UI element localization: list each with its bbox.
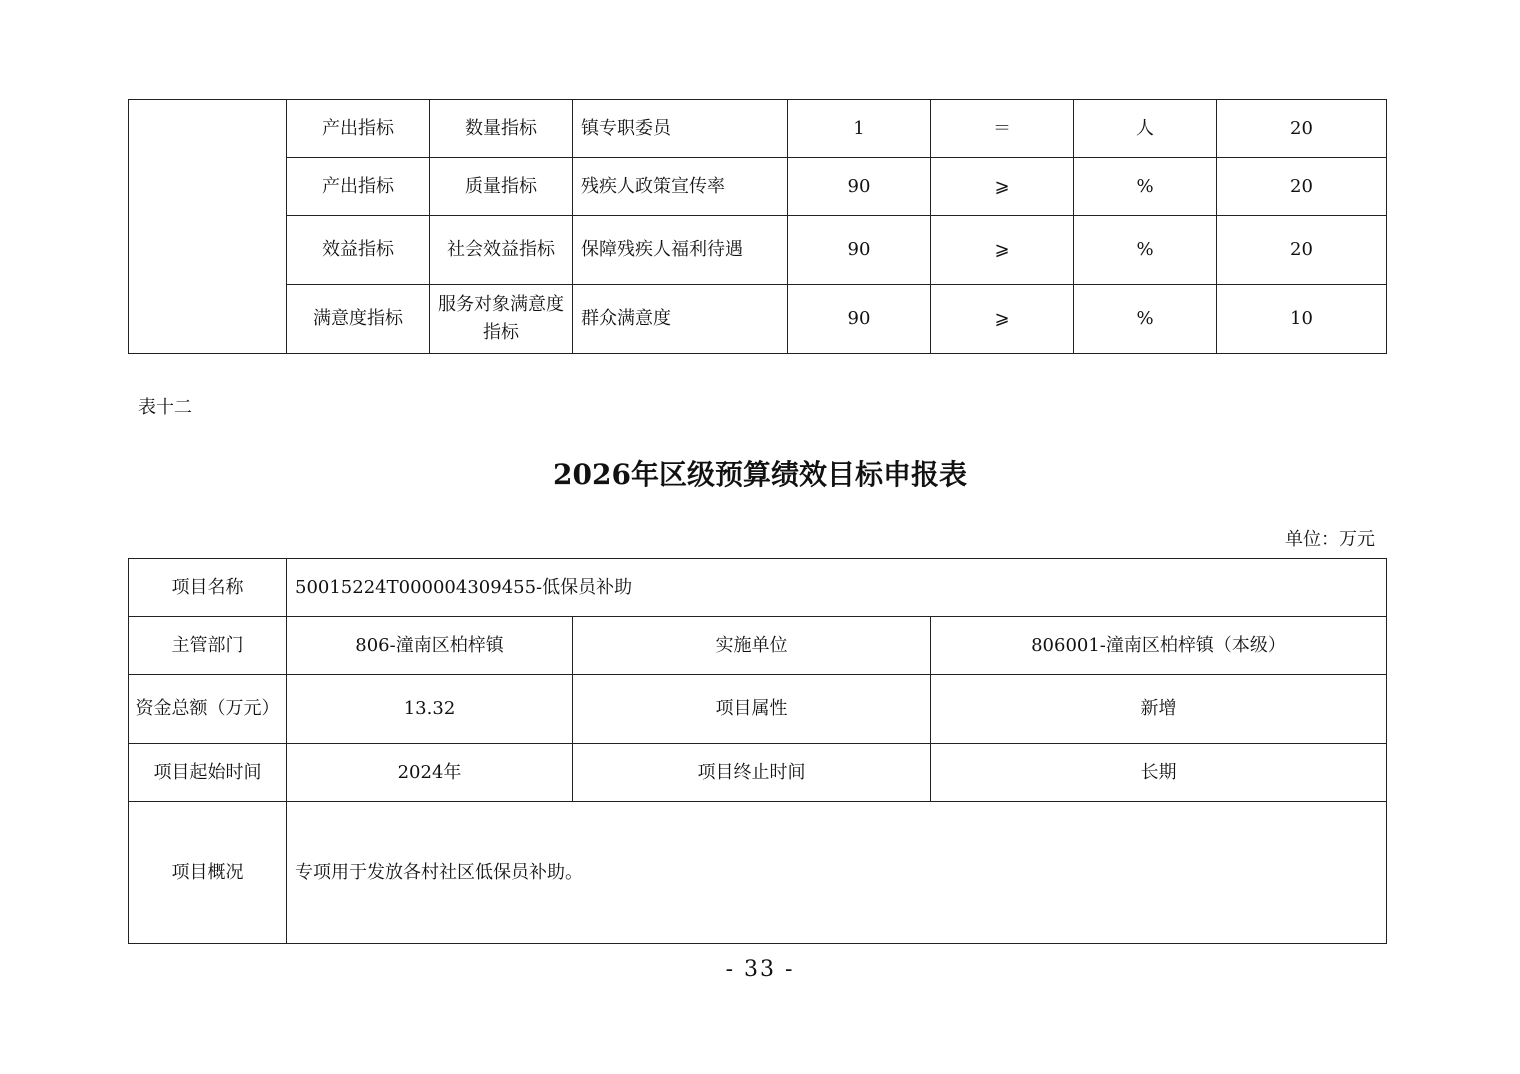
level2-indicator: 服务对象满意度指标: [430, 285, 573, 354]
indicator-unit: %: [1074, 216, 1217, 285]
start-time-label: 项目起始时间: [129, 744, 287, 802]
unit-label: 单位：万元: [1285, 529, 1375, 550]
department-label: 主管部门: [129, 617, 287, 675]
end-time-value: 长期: [931, 744, 1387, 802]
indicator-weight: 20: [1217, 100, 1387, 158]
indicator-value: 90: [788, 285, 931, 354]
project-name-label: 项目名称: [129, 559, 287, 617]
document-title: 2026年区级预算绩效目标申报表: [553, 458, 967, 491]
indicator-unit: %: [1074, 285, 1217, 354]
level2-indicator: 社会效益指标: [430, 216, 573, 285]
project-overview-value: 专项用于发放各村社区低保员补助。: [287, 802, 1387, 944]
indicator-value: 1: [788, 100, 931, 158]
indicator-operator: ⩾: [931, 158, 1074, 216]
end-time-label: 项目终止时间: [573, 744, 931, 802]
indicator-unit: %: [1074, 158, 1217, 216]
table-row: [129, 744, 1387, 802]
project-info-table: [128, 558, 1387, 944]
project-name-value: 50015224T000004309455-低保员补助: [287, 559, 1387, 617]
level3-indicator: 残疾人政策宣传率: [573, 158, 788, 216]
merged-blank-cell: [129, 100, 287, 354]
table-row: [129, 216, 1387, 285]
table-number-label: 表十二: [138, 397, 192, 418]
performance-indicator-table: [128, 99, 1387, 354]
level3-indicator: 群众满意度: [573, 285, 788, 354]
table-row: [129, 100, 1387, 158]
indicator-weight: 10: [1217, 285, 1387, 354]
implementing-unit-value: 806001-潼南区柏梓镇（本级）: [931, 617, 1387, 675]
indicator-value: 90: [788, 216, 931, 285]
table-row: [129, 802, 1387, 944]
indicator-value: 90: [788, 158, 931, 216]
level1-indicator: 效益指标: [287, 216, 430, 285]
indicator-operator: ＝: [931, 100, 1074, 158]
level2-indicator: 质量指标: [430, 158, 573, 216]
indicator-weight: 20: [1217, 158, 1387, 216]
total-fund-value: 13.32: [287, 675, 573, 744]
implementing-unit-label: 实施单位: [573, 617, 931, 675]
level3-indicator: 镇专职委员: [573, 100, 788, 158]
page-number: - 33 -: [725, 957, 795, 982]
indicator-operator: ⩾: [931, 216, 1074, 285]
total-fund-label: 资金总额（万元）: [129, 675, 287, 744]
level3-indicator: 保障残疾人福利待遇: [573, 216, 788, 285]
table-row: [129, 285, 1387, 354]
table-row: [129, 617, 1387, 675]
indicator-weight: 20: [1217, 216, 1387, 285]
project-attribute-label: 项目属性: [573, 675, 931, 744]
level2-indicator: 数量指标: [430, 100, 573, 158]
start-time-value: 2024年: [287, 744, 573, 802]
level1-indicator: 产出指标: [287, 100, 430, 158]
project-attribute-value: 新增: [931, 675, 1387, 744]
table-row: [129, 559, 1387, 617]
level1-indicator: 满意度指标: [287, 285, 430, 354]
level1-indicator: 产出指标: [287, 158, 430, 216]
table-row: [129, 675, 1387, 744]
project-overview-label: 项目概况: [129, 802, 287, 944]
table-row: [129, 158, 1387, 216]
department-value: 806-潼南区柏梓镇: [287, 617, 573, 675]
indicator-operator: ⩾: [931, 285, 1074, 354]
indicator-unit: 人: [1074, 100, 1217, 158]
